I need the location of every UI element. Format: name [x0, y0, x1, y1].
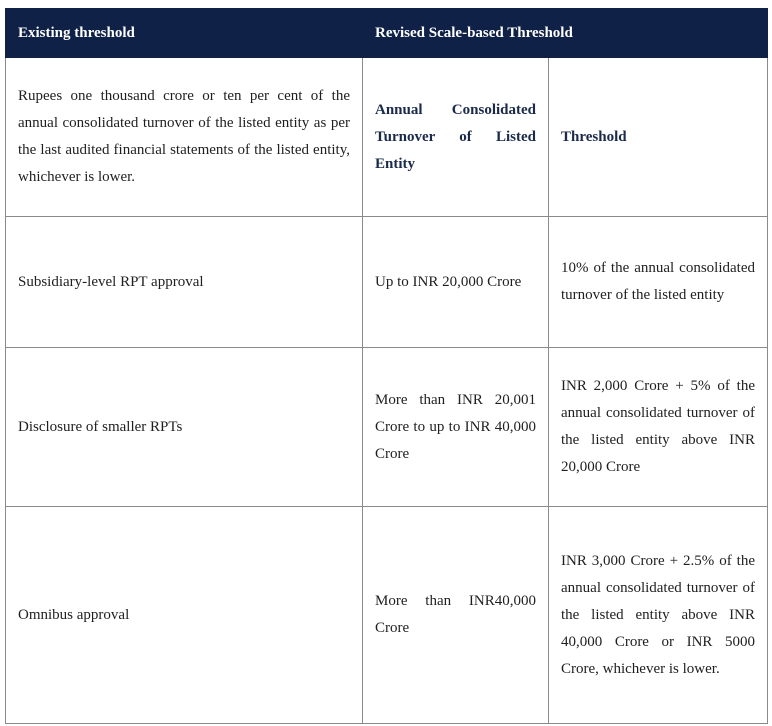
table-row: [6, 507, 768, 724]
row-category: Omnibus approval: [6, 507, 363, 724]
table-header-row: [6, 9, 768, 58]
header-revised-threshold: Revised Scale-based Threshold: [363, 9, 768, 58]
threshold-column-header: Threshold: [549, 58, 768, 217]
row-turnover: More than INR40,000 Crore: [363, 507, 549, 724]
row-turnover: More than INR 20,001 Crore to up to INR 40,000 Crore: [363, 348, 549, 507]
row-threshold: INR 3,000 Crore + 2.5% of the annual consolidated turnover of the listed entity above INR 40,000 Crore or INR 5000 Crore, whichever is lower.: [549, 507, 768, 724]
row-category: Subsidiary-level RPT approval: [6, 217, 363, 348]
turnover-column-header: Annual Consolidated Turnover of Listed Entity: [363, 58, 549, 217]
row-threshold: INR 2,000 Crore + 5% of the annual consolidated turnover of the listed entity above INR 20,000 Crore: [549, 348, 768, 507]
row-threshold: 10% of the annual consolidated turnover of the listed entity: [549, 217, 768, 348]
table-row: [6, 348, 768, 507]
table-row: [6, 217, 768, 348]
header-existing-threshold: Existing threshold: [6, 9, 363, 58]
threshold-table: [5, 8, 768, 724]
existing-threshold-text: Rupees one thousand crore or ten per cent of the annual consolidated turnover of the listed entity as per the last audited financial statements of the listed entity, whichever is lower.: [6, 58, 363, 217]
threshold-comparison-page: [5, 8, 767, 720]
row-turnover: Up to INR 20,000 Crore: [363, 217, 549, 348]
table-row: [6, 58, 768, 217]
row-category: Disclosure of smaller RPTs: [6, 348, 363, 507]
